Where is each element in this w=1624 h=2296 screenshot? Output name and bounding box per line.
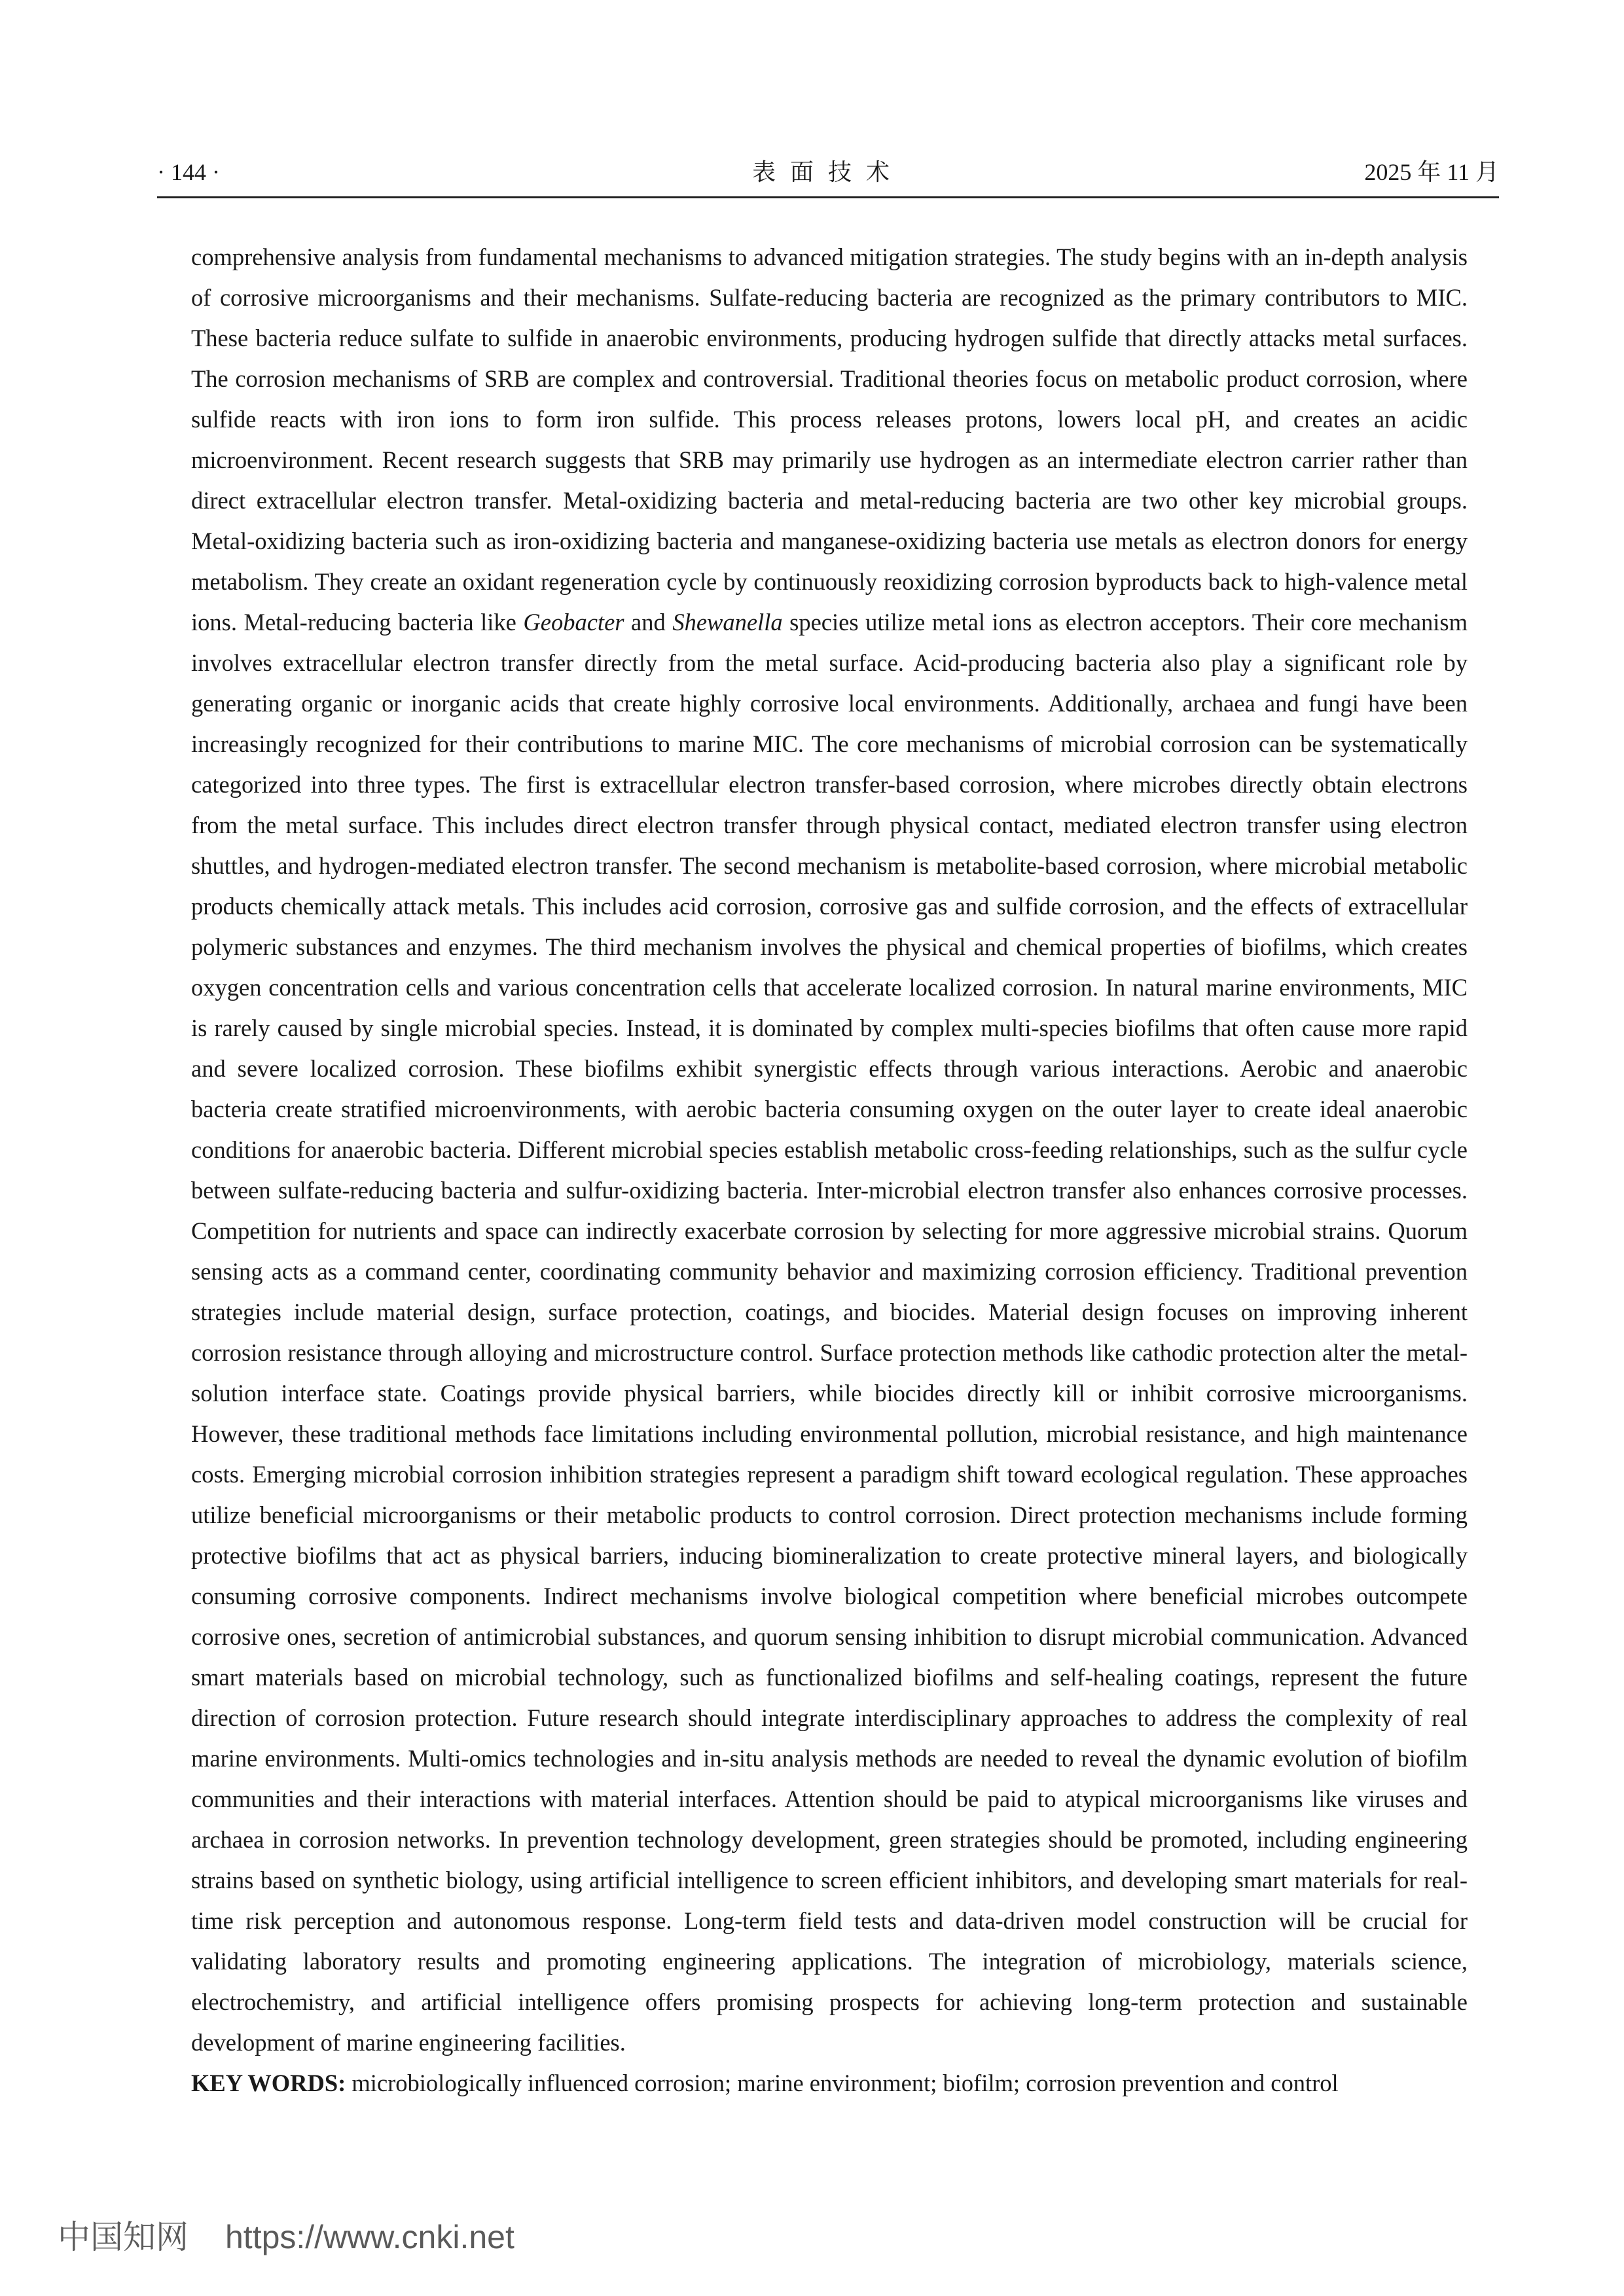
genus-geobacter: Geobacter (523, 609, 624, 636)
abstract-text-part-3: species utilize metal ions as electron acceptors. Their core mechanism involves extracellular electron transfer directly from the metal surface. Acid-producing bacteria also play a significant role by generating organic or inorganic acids that create highly corrosive local environments. Additionally, archaea and fungi have been increasingly recognized for their contributions to marine MIC. The core mechanisms of microbial corrosion can be systematically categorized into three types. The first is extracellular electron transfer-based corrosion, where microbes directly obtain electrons from the metal surface. This includes direct electron transfer through physical contact, mediated electron transfer using electron shuttles, and hydrogen-mediated electron transfer. The second mechanism is metabolite-based corrosion, where microbial metabolic products chemically attack metals. This includes acid corrosion, corrosive gas and sulfide corrosion, and the effects of extracellular polymeric substances and enzymes. The third mechanism involves the physical and chemical properties of biofilms, which creates oxygen concentration cells and various concentration cells that accelerate localized corrosion. In natural marine environments, MIC is rarely caused by single microbial species. Instead, it is dominated by complex multi-species biofilms that often cause more rapid and severe localized corrosion. These biofilms exhibit synergistic effects through various interactions. Aerobic and anaerobic bacteria create stratified microenvironments, with aerobic bacteria consuming oxygen on the outer layer to create ideal anaerobic conditions for anaerobic bacteria. Different microbial species establish metabolic cross-feeding relationships, such as the sulfur cycle between sulfate-reducing bacteria and sulfur-oxidizing bacteria. Inter-microbial electron transfer also enhances corrosive processes. Competition for nutrients and space can indirectly exacerbate corrosion by selecting for more aggressive microbial strains. Quorum sensing acts as a command center, coordinating community behavior and maximizing corrosion efficiency. Traditional prevention strategies include material design, surface protection, coatings, and biocides. Material design focuses on improving inherent corrosion resistance through alloying and microstructure control. Surface protection methods like cathodic protection alter the metal-solution interface state. Coatings provide physical barriers, while biocides directly kill or inhibit corrosive microorganisms. However, these traditional methods face limitations including environmental pollution, microbial resistance, and high maintenance costs. Emerging microbial corrosion inhibition strategies represent a paradigm shift toward ecological regulation. These approaches utilize beneficial microorganisms or their metabolic products to control corrosion. Direct protection mechanisms include forming protective biofilms that act as physical barriers, inducing biomineralization to create protective mineral layers, and biologically consuming corrosive components. Indirect mechanisms involve biological competition where beneficial microbes outcompete corrosive ones, secretion of antimicrobial substances, and quorum sensing inhibition to disrupt microbial communication. Advanced smart materials based on microbial technology, such as functionalized biofilms and self-healing coatings, represent the future direction of corrosion protection. Future research should integrate interdisciplinary approaches to address the complexity of real marine environments. Multi-omics technologies and in-situ analysis methods are needed to reveal the dynamic evolution of biofilm communities and their interactions with material interfaces. Attention should be paid to atypical microorganisms like viruses and archaea in corrosion networks. In prevention technology development, green strategies should be promoted, including engineering strains based on synthetic biology, using artificial intelligence to screen efficient inhibitors, and developing smart materials for real-time risk perception and autonomous response. Long-term field tests and data-driven model construction will be crucial for validating laboratory results and promoting engineering applications. The integration of microbiology, materials science, electrochemistry, and artificial intelligence offers promising prospects for achieving long-term protection and sustainable development of marine engineering facilities. (191, 609, 1468, 2056)
watermark-footer (58, 2211, 514, 2258)
page-header (157, 156, 1499, 198)
issue-date: 2025 年 11 月 (1364, 159, 1499, 185)
abstract-text-part-1: comprehensive analysis from fundamental mechanisms to advanced mitigation strategies. The study begins with an in-depth analysis of corrosive microorganisms and their mechanisms. Sulfate-reducing bacteria are recognized as the primary contributors to MIC. These bacteria reduce sulfate to sulfide in anaerobic environments, producing hydrogen sulfide that directly attacks metal surfaces. The corrosion mechanisms of SRB are complex and controversial. Traditional theories focus on metabolic product corrosion, where sulfide reacts with iron ions to form iron sulfide. This process releases protons, lowers local pH, and creates an acidic microenvironment. Recent research suggests that SRB may primarily use hydrogen as an intermediate electron carrier rather than direct extracellular electron transfer. Metal-oxidizing bacteria and metal-reducing bacteria are two other key microbial groups. Metal-oxidizing bacteria such as iron-oxidizing bacteria and manganese-oxidizing bacteria use metals as electron donors for energy metabolism. They create an oxidant regeneration cycle by continuously reoxidizing corrosion byproducts back to high-valence metal ions. Metal-reducing bacteria like (191, 243, 1468, 636)
cnki-brand: 中国知网 (58, 2219, 189, 2255)
cnki-url[interactable]: https://www.cnki.net (225, 2219, 514, 2255)
genus-shewanella: Shewanella (672, 609, 783, 636)
keywords-text: microbiologically influenced corrosion; marine environment; biofilm; corrosion prevention and control (346, 2070, 1339, 2096)
abstract-text-part-2: and (624, 609, 673, 636)
abstract-body (191, 237, 1468, 2104)
page-number: · 144 · (157, 159, 220, 185)
keywords-label: KEY WORDS: (191, 2070, 346, 2096)
abstract-paragraph (191, 237, 1468, 2063)
keywords-line (191, 2063, 1468, 2104)
journal-title: 表面技术 (751, 159, 904, 185)
